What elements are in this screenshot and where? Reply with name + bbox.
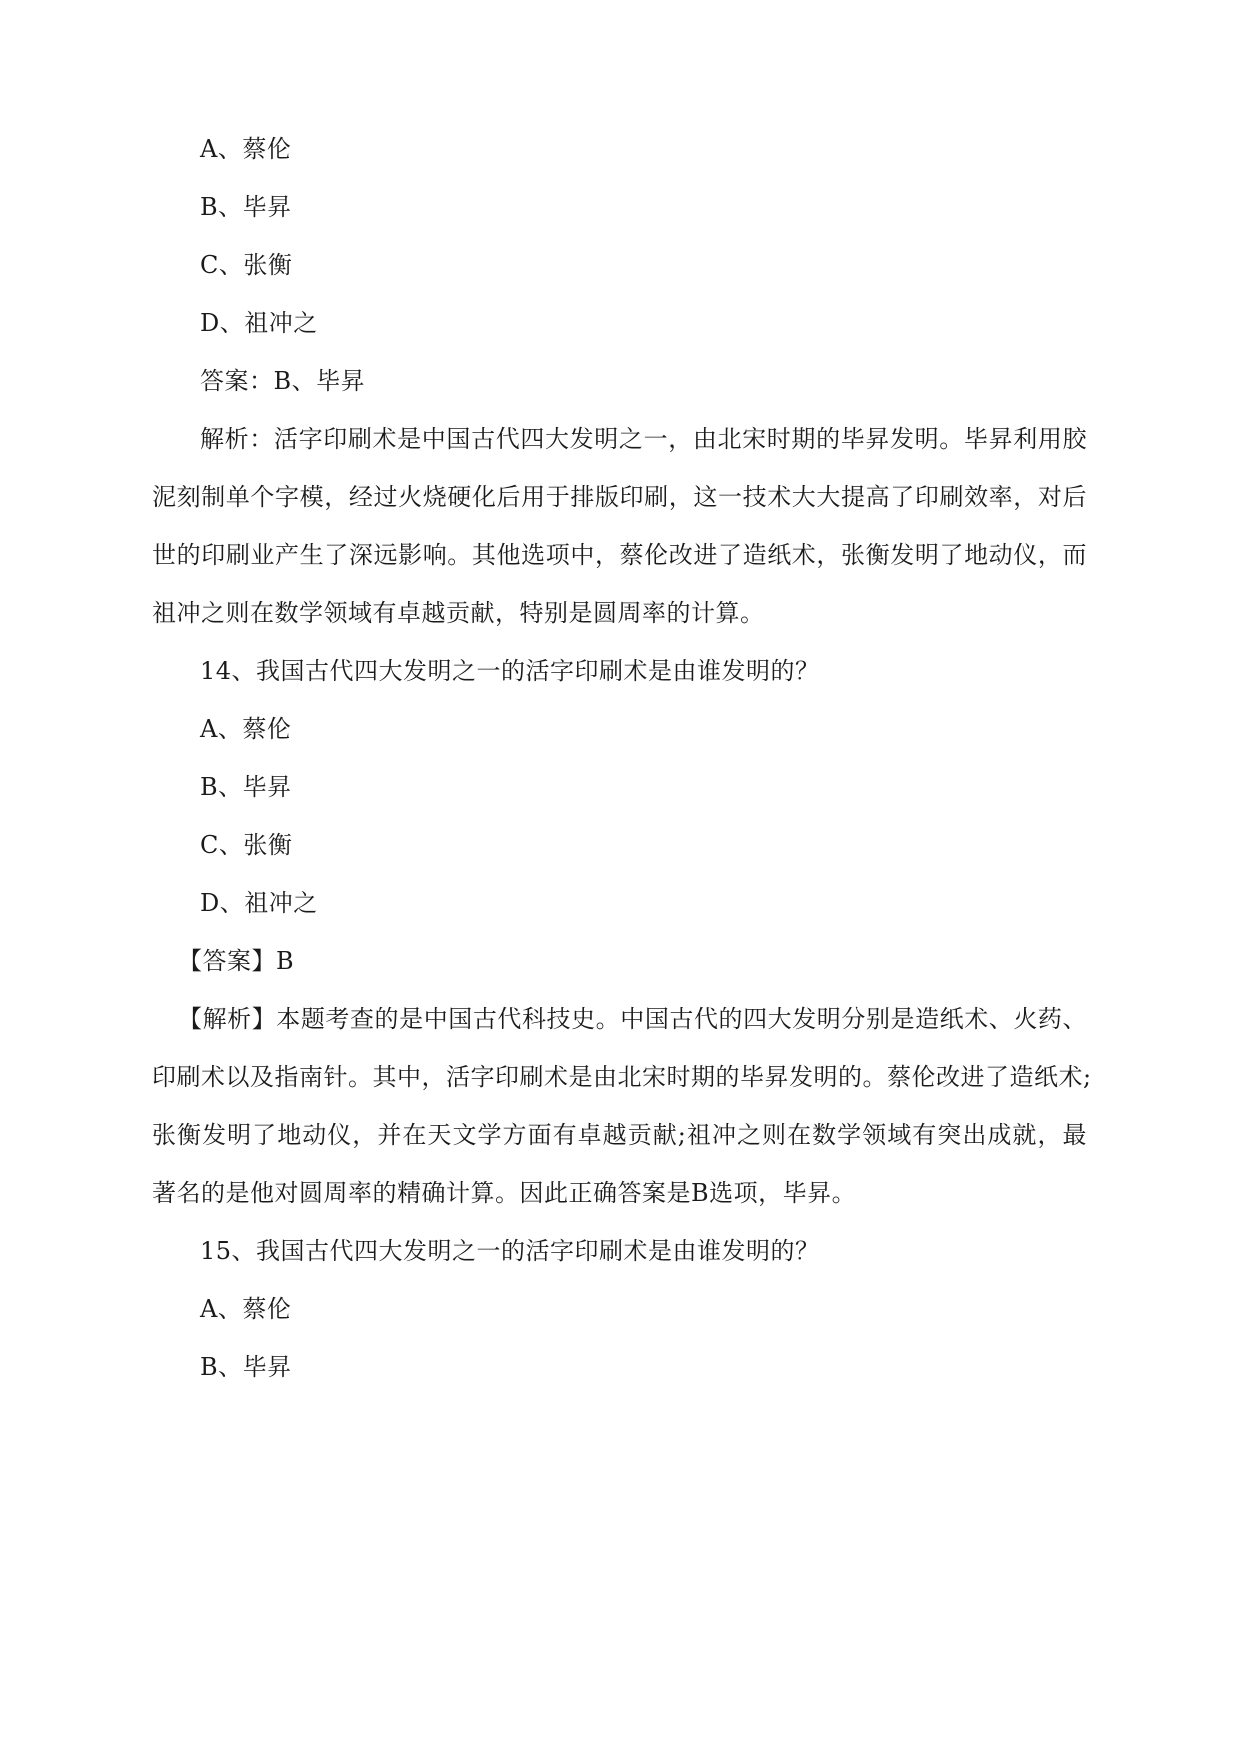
- analysis-line: 解析：活字印刷术是中国古代四大发明之一，由北宋时期的毕昇发明。毕昇利用胶: [200, 425, 1087, 453]
- option-a: A、蔡伦: [200, 135, 292, 163]
- option-b: B、毕昇: [200, 1353, 292, 1381]
- question-14: 14、我国古代四大发明之一的活字印刷术是由谁发明的？: [200, 657, 820, 685]
- option-b: B、毕昇: [200, 193, 292, 221]
- option-a: A、蔡伦: [200, 715, 292, 743]
- analysis-line: 【解析】本题考查的是中国古代科技史。中国古代的四大发明分别是造纸术、火药、: [178, 1005, 1087, 1033]
- option-c: C、张衡: [200, 831, 293, 859]
- analysis-line: 张衡发明了地动仪，并在天文学方面有卓越贡献;祖冲之则在数学领域有突出成就，最: [152, 1121, 1087, 1149]
- option-d: D、祖冲之: [200, 309, 318, 337]
- answer-line: 答案：B、毕昇: [200, 367, 366, 395]
- analysis-line: 著名的是他对圆周率的精确计算。因此正确答案是B选项，毕昇。: [152, 1179, 857, 1207]
- question-15: 15、我国古代四大发明之一的活字印刷术是由谁发明的？: [200, 1237, 820, 1265]
- option-c: C、张衡: [200, 251, 293, 279]
- analysis-line: 世的印刷业产生了深远影响。其他选项中，蔡伦改进了造纸术，张衡发明了地动仪，而: [152, 541, 1087, 569]
- option-a: A、蔡伦: [200, 1295, 292, 1323]
- analysis-line: 祖冲之则在数学领域有卓越贡献，特别是圆周率的计算。: [152, 599, 765, 627]
- option-d: D、祖冲之: [200, 889, 318, 917]
- option-b: B、毕昇: [200, 773, 292, 801]
- analysis-line: 泥刻制单个字模，经过火烧硬化后用于排版印刷，这一技术大大提高了印刷效率，对后: [152, 483, 1087, 511]
- analysis-line: 印刷术以及指南针。其中，活字印刷术是由北宋时期的毕昇发明的。蔡伦改进了造纸术;: [152, 1063, 1092, 1091]
- answer-line: 【答案】B: [178, 947, 295, 975]
